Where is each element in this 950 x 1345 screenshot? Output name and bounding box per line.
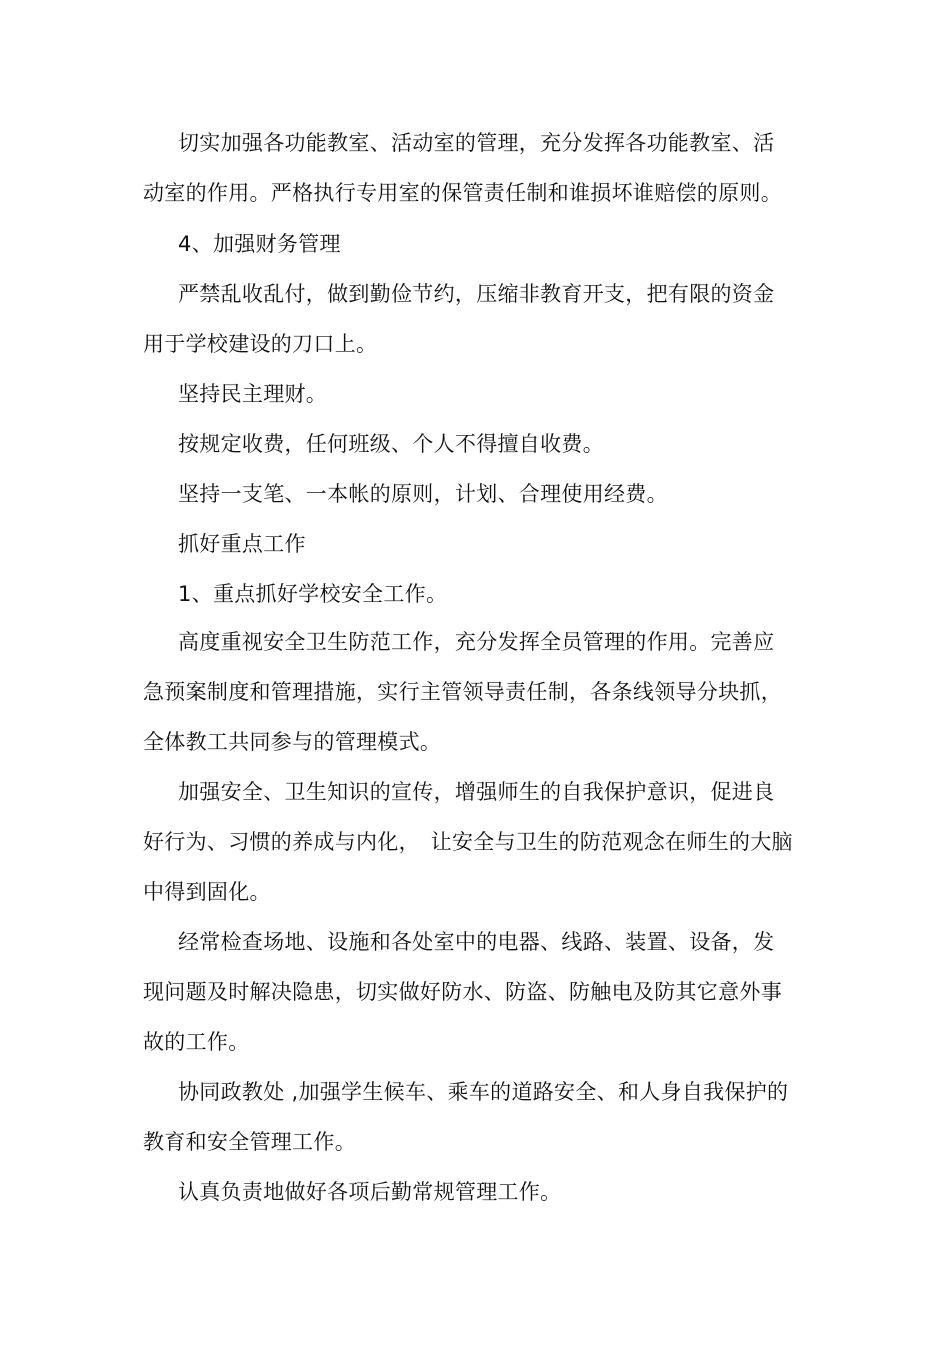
text-line: 动室的作用。严格执行专用室的保管责任制和谁损坏谁赔偿的原则。: [143, 181, 782, 205]
text-line: 加强安全、卫生知识的宣传，增强师生的自我保护意识，促进良: [178, 780, 775, 804]
text-line: 协同政教处 ,加强学生候车、乘车的道路安全、和人身自我保护的: [178, 1080, 789, 1104]
text-line: 故的工作。: [143, 1030, 250, 1054]
section-heading: 4、加强财务管理: [178, 232, 341, 256]
text-line: 经常检查场地、设施和各处室中的电器、线路、装置、设备，发: [178, 930, 775, 954]
text-line: 好行为、习惯的养成与内化， 让安全与卫生的防范观念在师生的大脑: [143, 830, 793, 854]
text-line: 全体教工共同参与的管理模式。: [143, 730, 442, 754]
text-line: 按规定收费，任何班级、个人不得擅自收费。: [178, 432, 604, 456]
text-line: 严禁乱收乱付，做到勤俭节约，压缩非教育开支，把有限的资金: [178, 282, 775, 306]
text-line: 坚持一支笔、一本帐的原则，计划、合理使用经费。: [178, 482, 668, 506]
text-line: 急预案制度和管理措施，实行主管领导责任制，各条线领导分块抓，: [143, 680, 782, 704]
text-line: 坚持民主理财。: [178, 382, 328, 406]
subsection-heading: 1、重点抓好学校安全工作。: [178, 582, 448, 606]
text-line: 高度重视安全卫生防范工作，充分发挥全员管理的作用。完善应: [178, 630, 775, 654]
text-line: 切实加强各功能教室、活动室的管理，充分发挥各功能教室、活: [178, 131, 775, 155]
text-line: 现问题及时解决隐患，切实做好防水、防盗、防触电及防其它意外事: [143, 980, 782, 1004]
text-line: 用于学校建设的刀口上。: [143, 332, 378, 356]
text-line: 中得到固化。: [143, 880, 271, 904]
section-heading: 抓好重点工作: [178, 532, 306, 556]
text-line: 教育和安全管理工作。: [143, 1130, 356, 1154]
text-line: 认真负责地做好各项后勤常规管理工作。: [178, 1180, 562, 1204]
